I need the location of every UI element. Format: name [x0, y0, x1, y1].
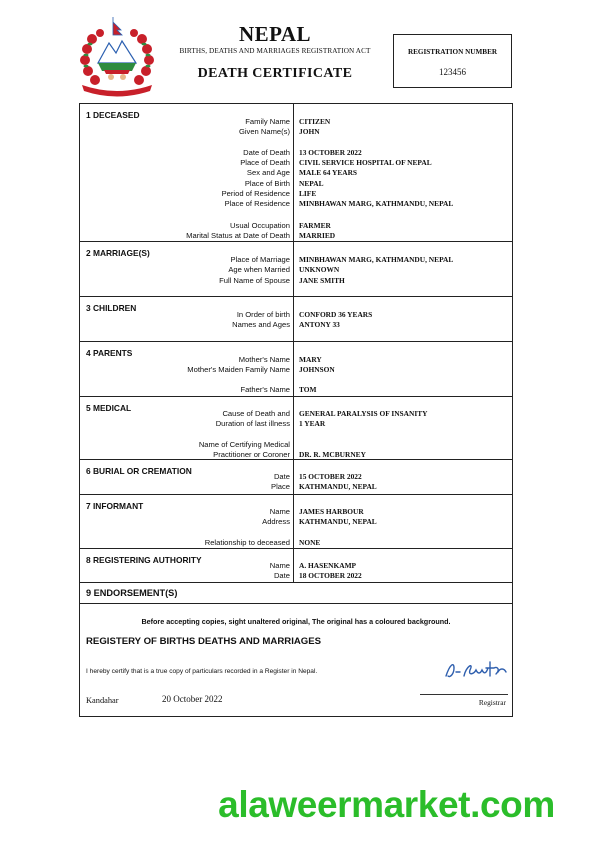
act-subtitle: BIRTHS, DEATHS AND MARRIAGES REGISTRATION ACT: [179, 47, 371, 55]
field-value: DR. R. MCBURNEY: [299, 450, 366, 459]
section-title: 1 DECEASED: [86, 110, 140, 120]
field-value: NONE: [299, 538, 321, 547]
field-row: [80, 409, 512, 419]
field-label: Full Name of Spouse: [219, 276, 290, 285]
field-value: JOHNSON: [299, 365, 335, 374]
section-title: 5 MEDICAL: [86, 403, 132, 413]
field-row: [80, 310, 512, 320]
field-row: [80, 189, 512, 199]
field-label: Date: [273, 571, 290, 580]
field-row: [80, 276, 512, 286]
field-value: JAMES HARBOUR: [299, 507, 364, 516]
certify-text: I hereby certify that is a true copy of particulars recorded in a Register in Nepal.: [86, 668, 318, 675]
field-value: CITIZEN: [299, 117, 331, 126]
field-label: Date: [273, 472, 290, 481]
field-value: 1 YEAR: [299, 419, 326, 428]
registration-label: REGISTRATION NUMBER: [407, 48, 498, 56]
field-row: [80, 168, 512, 178]
section-deceased: [80, 104, 512, 242]
field-value: MALE 64 YEARS: [299, 168, 358, 177]
section-title: 2 MARRIAGE(S): [86, 248, 150, 258]
field-row: [80, 355, 512, 365]
field-row: [80, 179, 512, 189]
notice-text: Before accepting copies, sight unaltered original, The original has a coloured background.: [141, 617, 451, 626]
field-row: [80, 127, 512, 137]
field-label: Usual Occupation: [230, 221, 290, 230]
field-label: Marital Status at Date of Death: [186, 231, 290, 240]
section-children: [80, 297, 512, 342]
registration-number: 123456: [439, 67, 466, 77]
registration-box: [393, 34, 512, 88]
country-title: NEPAL: [238, 22, 312, 46]
field-row: [80, 440, 512, 450]
field-row: [80, 419, 512, 429]
field-value: CIVIL SERVICE HOSPITAL OF NEPAL: [299, 158, 432, 167]
field-row: [80, 571, 512, 581]
field-row: [80, 158, 512, 168]
field-label: Mother's Maiden Family Name: [187, 365, 290, 374]
field-row: [80, 507, 512, 517]
field-value: MARY: [299, 355, 322, 364]
field-row: [80, 255, 512, 265]
field-label: Sex and Age: [246, 168, 290, 177]
field-label: Address: [262, 517, 290, 526]
field-row: [80, 538, 512, 548]
field-label: Place of Death: [240, 158, 290, 167]
field-value: JANE SMITH: [299, 276, 345, 285]
field-row: [80, 482, 512, 492]
section-title: 3 CHILDREN: [86, 303, 137, 313]
field-label: Place of Birth: [244, 179, 290, 188]
field-value: MINBHAWAN MARG, KATHMANDU, NEPAL: [299, 255, 454, 264]
section-endorsement: [80, 583, 512, 604]
document-title: DEATH CERTIFICATE: [197, 66, 353, 81]
field-value: JOHN: [299, 127, 320, 136]
field-row: [80, 450, 512, 460]
field-value: 15 OCTOBER 2022: [299, 472, 362, 481]
registry-title: REGISTERY OF BIRTHS DEATHS AND MARRIAGES: [86, 636, 322, 647]
field-label: In Order of birth: [236, 310, 290, 319]
field-label: Period of Residence: [221, 189, 290, 198]
field-value: CONFORD 36 YEARS: [299, 310, 373, 319]
field-label: Duration of last illness: [215, 419, 290, 428]
registrar-label: Registrar: [478, 698, 506, 707]
field-value: LIFE: [299, 189, 317, 198]
field-label: Father's Name: [240, 385, 290, 394]
certificate-body: [79, 103, 513, 717]
field-value: ANTONY 33: [299, 320, 340, 329]
section-title: 7 INFORMANT: [86, 501, 144, 511]
field-value: NEPAL: [299, 179, 324, 188]
field-row: [80, 561, 512, 571]
field-label: Practitioner or Coroner: [213, 450, 290, 459]
field-label: Relationship to deceased: [204, 538, 290, 547]
field-value: MINBHAWAN MARG, KATHMANDU, NEPAL: [299, 199, 454, 208]
field-label: Mother's Name: [238, 355, 290, 364]
field-row: [80, 385, 512, 395]
field-label: Date of Death: [243, 148, 290, 157]
section-burial: [80, 460, 512, 495]
field-label: Name: [269, 507, 290, 516]
field-row: [80, 148, 512, 158]
field-row: [80, 517, 512, 527]
signature-line: [420, 694, 508, 695]
section-marriage: [80, 242, 512, 297]
field-value: A. HASENKAMP: [299, 561, 357, 570]
issue-place: Kandahar: [86, 696, 119, 705]
section-title: 8 REGISTERING AUTHORITY: [86, 555, 202, 565]
field-row: [80, 221, 512, 231]
field-row: [80, 265, 512, 275]
field-value: GENERAL PARALYSIS OF INSANITY: [299, 409, 428, 418]
field-row: [80, 320, 512, 330]
field-label: Name: [269, 561, 290, 570]
section-title: 4 PARENTS: [86, 348, 133, 358]
section-title: 9 ENDORSEMENT(S): [86, 588, 178, 598]
field-label: Place of Marriage: [230, 255, 290, 264]
section-informant: [80, 495, 512, 549]
field-value: UNKNOWN: [299, 265, 340, 274]
section-parents: [80, 342, 512, 397]
field-label: Name of Certifying Medical: [198, 440, 290, 449]
field-row: [80, 117, 512, 127]
field-value: KATHMANDU, NEPAL: [299, 517, 377, 526]
field-value: 18 OCTOBER 2022: [299, 571, 362, 580]
field-label: Age when Married: [228, 265, 290, 274]
field-label: Names and Ages: [232, 320, 290, 329]
field-value: TOM: [299, 385, 317, 394]
field-value: MARRIED: [299, 231, 336, 240]
watermark-text: alaweermarket.com: [218, 784, 555, 825]
field-label: Cause of Death and: [222, 409, 290, 418]
issue-date: 20 October 2022: [162, 694, 223, 704]
field-row: [80, 472, 512, 482]
field-value: 13 OCTOBER 2022: [299, 148, 362, 157]
section-title: 6 BURIAL OR CREMATION: [86, 466, 192, 476]
field-label: Given Name(s): [238, 127, 290, 136]
field-label: Place of Residence: [224, 199, 290, 208]
field-value: KATHMANDU, NEPAL: [299, 482, 377, 491]
field-value: FARMER: [299, 221, 331, 230]
registrar-signature: [440, 656, 510, 682]
field-row: [80, 199, 512, 209]
field-row: [80, 231, 512, 241]
field-row: [80, 365, 512, 375]
field-label: Family Name: [245, 117, 290, 126]
nepal-emblem-icon: [76, 15, 158, 97]
section-authority: [80, 549, 512, 583]
field-label: Place: [271, 482, 290, 491]
section-medical: [80, 397, 512, 460]
